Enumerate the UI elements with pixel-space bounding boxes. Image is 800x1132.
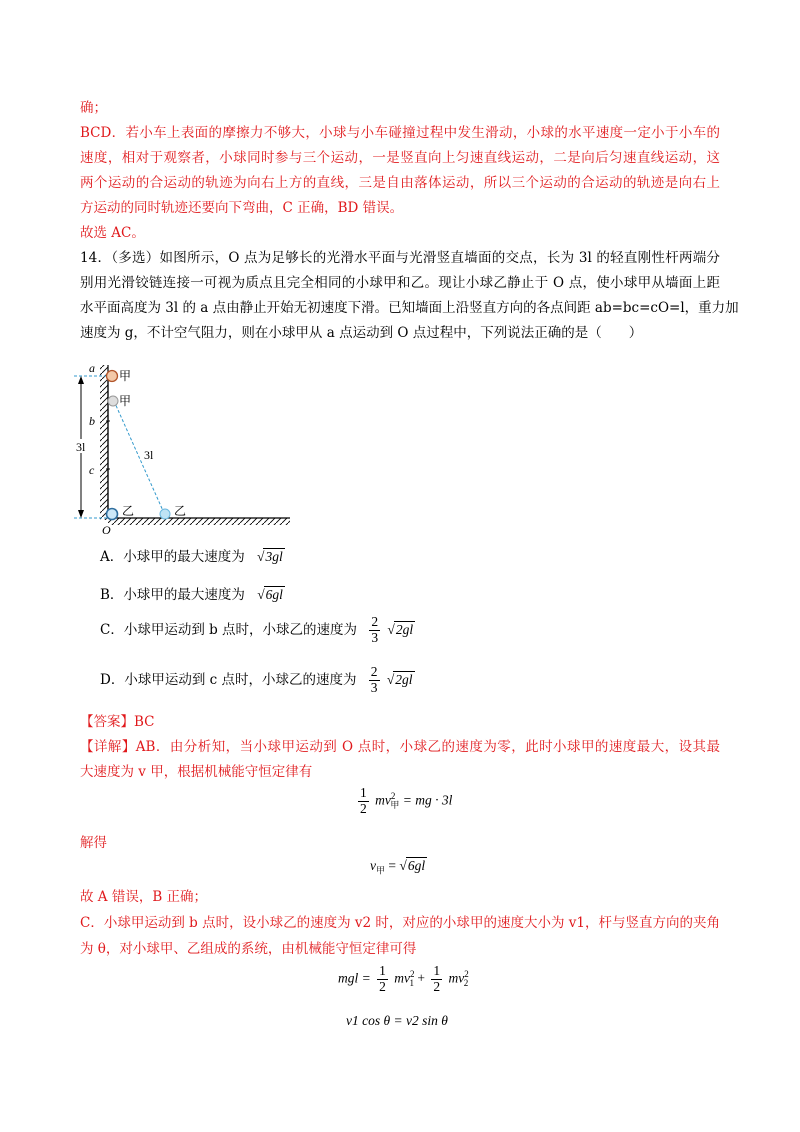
detail-line-1: 【详解】AB．由分析知，当小球甲运动到 O 点时，小球乙的速度为零，此时小球甲的速度最大，设其最 xyxy=(80,739,720,755)
eq2-v: v xyxy=(370,858,376,873)
prev-line-0: 确； xyxy=(80,100,107,116)
equation-1 xyxy=(355,786,452,817)
eq3-sub-1: 1 xyxy=(409,978,414,989)
ball-jia-top xyxy=(107,371,118,382)
prev-bcd-line-3: 两个运动的合运动的轨迹为向右上方的直线，三是自由落体运动，所以三个运动的合运动的轨迹是向右上 xyxy=(80,175,720,191)
eq3-num-2: 1 xyxy=(433,963,441,978)
eq3-den-2: 2 xyxy=(433,978,441,994)
equation-2: $v_甲 = √6gl$ xyxy=(370,858,426,876)
ball-yi-O-label: 乙 xyxy=(122,504,135,518)
option-d-text: D．小球甲运动到 c 点时，小球乙的速度为 xyxy=(100,671,357,688)
ball-jia-top-label: 甲 xyxy=(119,369,132,383)
ball-jia-mid xyxy=(108,396,118,406)
option-b-text: B．小球甲的最大速度为 xyxy=(100,587,245,603)
eq2-equals: = xyxy=(388,858,397,873)
detail-line-2: 大速度为 v 甲，根据机械能守恒定律有 xyxy=(80,764,313,780)
label-c: c xyxy=(89,463,95,477)
question-line-2: 别用光滑铰链连接一可视为质点且完全相同的小球甲和乙。现让小球乙静止于 O 点，使小球甲从墙面上距 xyxy=(80,275,720,291)
option-c[interactable]: C．小球甲运动到 b 点时，小球乙的速度为 $\frac{2}{3}$ √2gl xyxy=(100,614,414,645)
answer-label: 【答案】BC xyxy=(80,714,155,730)
c-line-2: 为 θ，对小球甲、乙组成的系统，由机械能守恒定律可得 xyxy=(80,941,417,957)
label-a: a xyxy=(89,361,95,375)
eq3-sup-2: 2 xyxy=(464,968,469,979)
eq1-mv: mv xyxy=(375,792,391,808)
rod-label: 3l xyxy=(144,448,154,462)
eq3-num-1: 1 xyxy=(379,963,386,978)
option-d-radicand: 2gl xyxy=(395,671,413,687)
option-b-radicand: 6gl xyxy=(265,587,283,602)
label-b: b xyxy=(89,414,95,428)
eq2-sub: 甲 xyxy=(376,865,386,876)
eq1-sub: 甲 xyxy=(390,800,400,811)
option-a-text: A．小球甲的最大速度为 xyxy=(100,549,245,565)
option-d[interactable]: D．小球甲运动到 c 点时，小球乙的速度为 $\frac{2}{3}$ √2gl xyxy=(100,664,413,695)
eq3-plus: + xyxy=(417,970,425,986)
prev-bcd-line-2: 速度，相对于观察者，小球同时参与三个运动，一是竖直向上匀速直线运动，二是向后匀速直线运动，这 xyxy=(80,150,720,166)
option-c-num: 2 xyxy=(371,614,379,629)
label-O: O xyxy=(102,523,111,537)
eq1-den: 2 xyxy=(360,800,367,816)
eq1-num: 1 xyxy=(360,785,367,800)
prev-bcd-line-1: BCD．若小车上表面的摩擦力不够大，小球与小车碰撞过程中发生滑动，小球的水平速度一定小于小车的 xyxy=(80,125,720,141)
conclude-text: 故 A 错误，B 正确； xyxy=(80,889,208,905)
question-line-3: 水平面高度为 3l 的 a 点由静止开始无初速度下滑。已知墙面上沿竖直方向的各点间距 ab=bc=cO=l，重力加 xyxy=(80,300,739,316)
solve-text: 解得 xyxy=(80,835,107,851)
option-d-num: 2 xyxy=(370,664,378,679)
equation-3 xyxy=(338,964,468,995)
option-c-den: 3 xyxy=(371,629,379,645)
option-c-text: C．小球甲运动到 b 点时，小球乙的速度为 xyxy=(100,621,358,638)
c-line-1: C．小球甲运动到 b 点时，设小球乙的速度为 v2 时，对应的小球甲的速度大小为 v1，杆与竖直方向的夹角 xyxy=(80,915,720,931)
equation-4: v1 cos θ = v2 sin θ xyxy=(346,1013,448,1028)
option-c-radicand: 2gl xyxy=(395,621,414,637)
eq3-sub-2: 2 xyxy=(463,978,469,989)
eq1-right: = mg · 3l xyxy=(402,792,453,808)
eq3-left: mgl = xyxy=(338,970,371,986)
arrow-head-down xyxy=(78,510,84,518)
question-line-1: 14．（多选）如图所示，O 点为足够长的光滑水平面与光滑竖直墙面的交点，长为 3l 的轻直刚性杆两端分 xyxy=(80,250,720,266)
ball-jia-mid-label: 甲 xyxy=(119,394,132,408)
prev-choose: 故选 AC。 xyxy=(80,225,145,241)
ball-yi-right-label: 乙 xyxy=(174,504,187,518)
eq2-radicand: 6gl xyxy=(407,858,426,873)
eq3-den-1: 2 xyxy=(379,978,386,994)
prev-bcd-line-4: 方运动的同时轨迹还要向下弯曲，C 正确，BD 错误。 xyxy=(80,200,404,216)
ball-yi-O xyxy=(107,509,118,520)
eq3-sup-1: 2 xyxy=(410,968,415,979)
option-a-radicand: 3gl xyxy=(265,549,283,564)
eq3-term2: mv xyxy=(448,970,465,986)
physics-figure xyxy=(72,355,302,540)
question-line-4: 速度为 g，不计空气阻力，则在小球甲从 a 点运动到 O 点过程中，下列说法正确的是（ ） xyxy=(80,325,643,341)
floor-hatch xyxy=(108,518,290,525)
option-d-den: 3 xyxy=(370,679,378,695)
arrow-head-up xyxy=(78,376,84,384)
wall-hatch xyxy=(100,365,108,520)
option-b[interactable]: B．小球甲的最大速度为 √6gl xyxy=(100,587,283,603)
rod-dashed xyxy=(114,401,164,513)
height-label: 3l xyxy=(76,440,86,454)
eq1-sup: 2 xyxy=(390,790,396,801)
option-a[interactable]: A．小球甲的最大速度为 √3gl xyxy=(100,549,283,565)
eq3-term1: mv xyxy=(394,970,410,986)
ball-yi-right xyxy=(160,509,170,519)
